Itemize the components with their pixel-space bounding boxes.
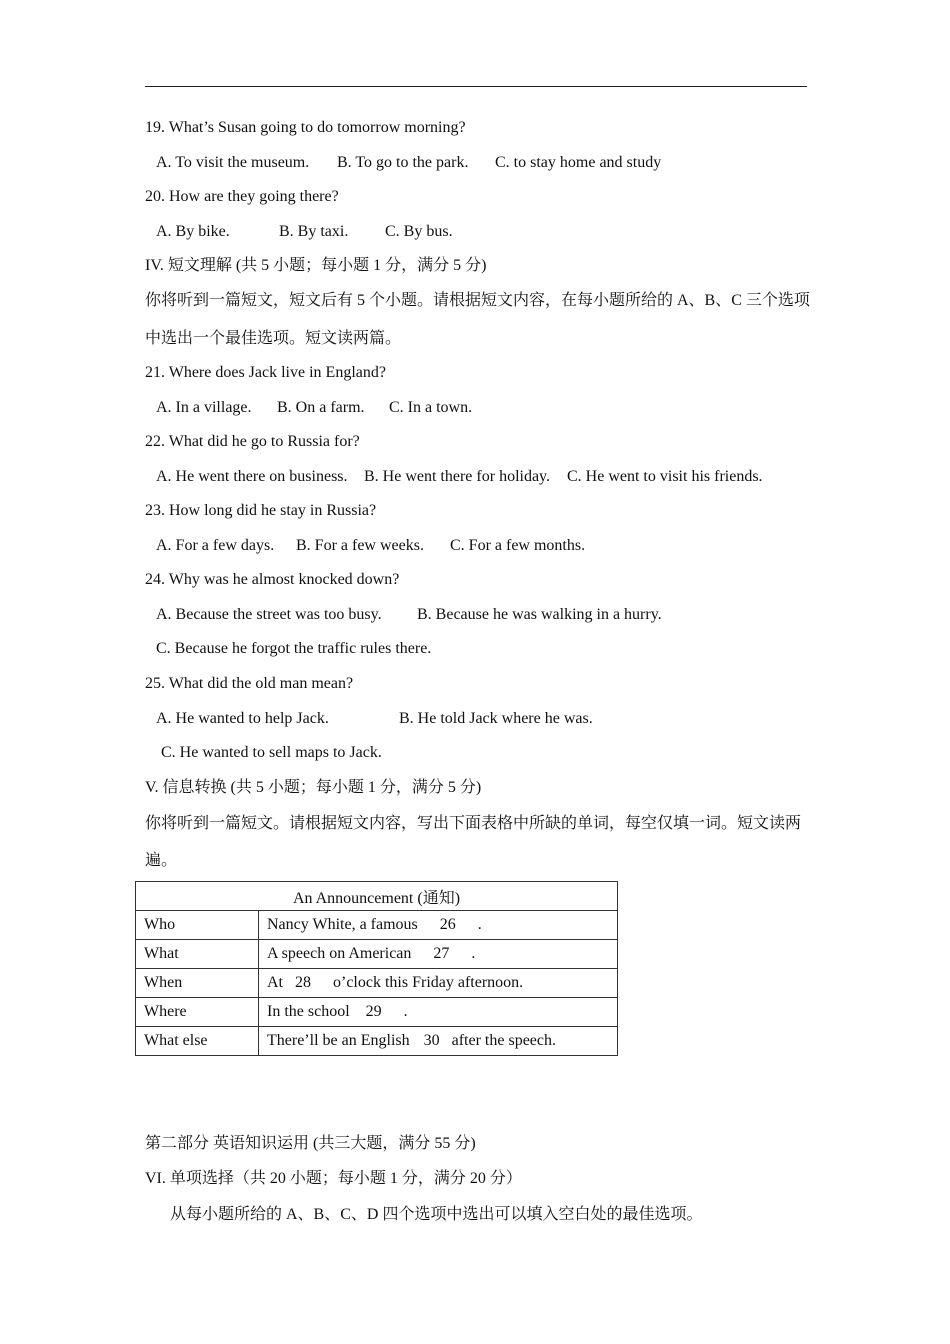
q21-option-b: B. On a farm.: [277, 399, 365, 416]
q24-option-c: C. Because he forgot the traffic rules there.: [156, 640, 432, 657]
question-25: 25. What did the old man mean?: [145, 675, 354, 692]
q23-option-c: C. For a few months.: [450, 537, 586, 554]
section-6-title: VI. 单项选择（共 20 小题；每小题 1 分，满分 20 分）: [145, 1170, 522, 1187]
q22-option-c: C. He went to visit his friends.: [567, 468, 763, 485]
question-21: 21. Where does Jack live in England?: [145, 364, 386, 381]
question-19: 19. What’s Susan going to do tomorrow morning?: [145, 119, 466, 136]
question-20: 20. How are they going there?: [145, 188, 339, 205]
blank-number: 29: [365, 1003, 382, 1020]
table-row: [136, 940, 618, 969]
table-header-row: [136, 882, 618, 911]
q19-option-b: B. To go to the park.: [337, 154, 469, 171]
q22-option-b: B. He went there for holiday.: [364, 468, 551, 485]
row-value: Nancy White, a famous 26 .: [259, 911, 618, 940]
row-value: There’ll be an English 30 after the speech.: [259, 1027, 618, 1056]
q25-option-b: B. He told Jack where he was.: [399, 710, 593, 727]
header-rule: [145, 86, 807, 87]
row-key: Where: [136, 998, 259, 1027]
row-value: In the school 29 .: [259, 998, 618, 1027]
q21-option-a: A. In a village.: [156, 399, 252, 416]
section-5-instruction-2: 遍。: [145, 852, 178, 869]
q25-option-c: C. He wanted to sell maps to Jack.: [161, 744, 382, 761]
question-23: 23. How long did he stay in Russia?: [145, 502, 377, 519]
q24-option-b: B. Because he was walking in a hurry.: [417, 606, 662, 623]
blank-number: 30: [423, 1032, 440, 1049]
blank-number: 27: [433, 945, 450, 962]
section-4-instruction-2: 中选出一个最佳选项。短文读两篇。: [145, 330, 402, 347]
q22-option-a: A. He went there on business.: [156, 468, 348, 485]
question-24: 24. Why was he almost knocked down?: [145, 571, 400, 588]
row-key: What else: [136, 1027, 259, 1056]
row-key: When: [136, 969, 259, 998]
q20-option-a: A. By bike.: [156, 223, 230, 240]
q20-option-b: B. By taxi.: [279, 223, 349, 240]
blank-number: 28: [295, 974, 311, 991]
q23-option-b: B. For a few weeks.: [296, 537, 424, 554]
q21-option-c: C. In a town.: [389, 399, 473, 416]
row-key: What: [136, 940, 259, 969]
table-row: [136, 911, 618, 940]
section-4-title: IV. 短文理解 (共 5 小题；每小题 1 分，满分 5 分): [145, 257, 487, 274]
section-5-instruction-1: 你将听到一篇短文。请根据短文内容，写出下面表格中所缺的单词，每空仅填一词。短文读两: [145, 815, 802, 832]
table-row: [136, 1027, 618, 1056]
q19-option-a: A. To visit the museum.: [156, 154, 310, 171]
table-row: [136, 969, 618, 998]
part-2-title: 第二部分 英语知识运用 (共三大题，满分 55 分): [145, 1135, 476, 1152]
table-heading: An Announcement (通知): [136, 882, 618, 911]
row-value: At 28 o’clock this Friday afternoon.: [259, 969, 618, 998]
blank-number: 26: [439, 916, 456, 933]
section-6-instruction: 从每小题所给的 A、B、C、D 四个选项中选出可以填入空白处的最佳选项。: [170, 1206, 703, 1223]
table-row: [136, 998, 618, 1027]
question-22: 22. What did he go to Russia for?: [145, 433, 360, 450]
q25-option-a: A. He wanted to help Jack.: [156, 710, 329, 727]
q23-option-a: A. For a few days.: [156, 537, 275, 554]
row-key: Who: [136, 911, 259, 940]
announcement-table: [135, 881, 618, 1056]
q20-option-c: C. By bus.: [385, 223, 453, 240]
section-5-title: V. 信息转换 (共 5 小题；每小题 1 分，满分 5 分): [145, 779, 482, 796]
q19-option-c: C. to stay home and study: [495, 154, 662, 171]
row-value: A speech on American 27 .: [259, 940, 618, 969]
q24-option-a: A. Because the street was too busy.: [156, 606, 382, 623]
section-4-instruction-1: 你将听到一篇短文，短文后有 5 个小题。请根据短文内容，在每小题所给的 A、B、C 三个选项: [145, 292, 810, 309]
